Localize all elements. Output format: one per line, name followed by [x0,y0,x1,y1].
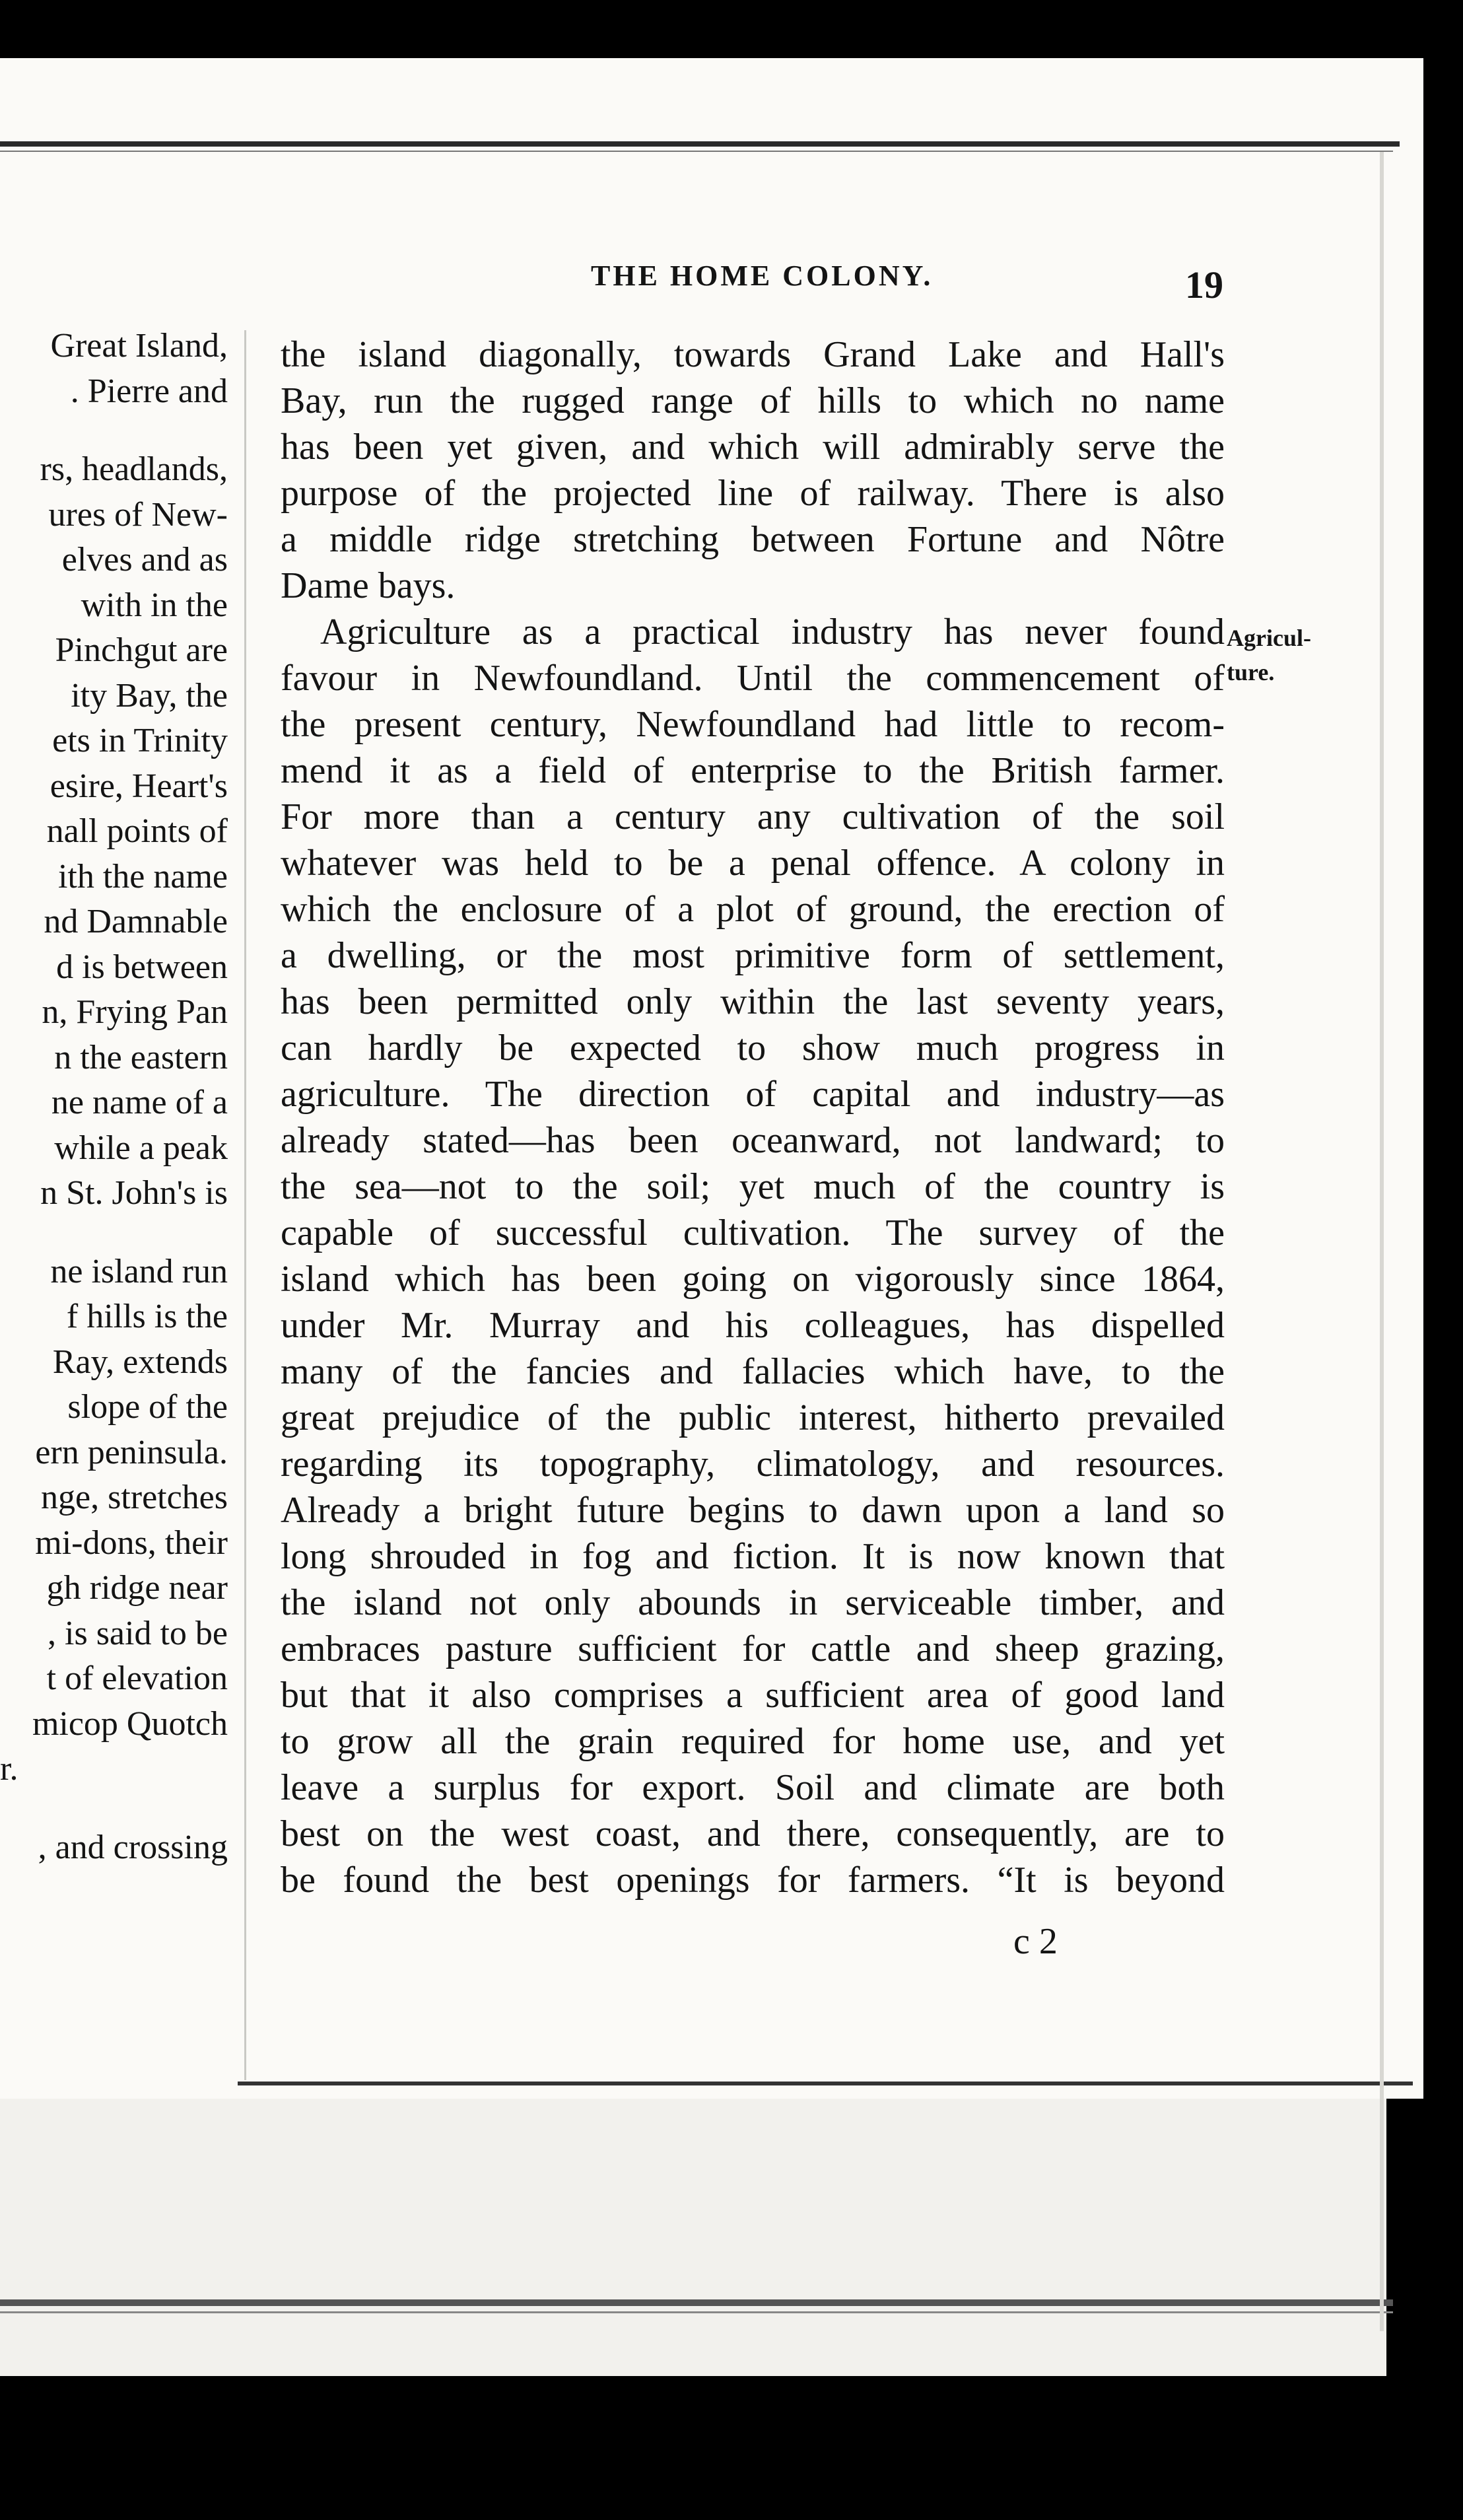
text-line: embraces pasture sufficient for cattle and sheep grazing, [281,1628,1225,1669]
bottom-border-rule [0,2299,1393,2306]
facing-page-line: ith the name [57,857,228,895]
text-line: leave a surplus for export. Soil and climate are both [281,1767,1225,1808]
text-line: already stated—has been oceanward, not landward; to [281,1120,1225,1161]
text-line: which the enclosure of a plot of ground, the erection of [281,889,1225,930]
facing-page-line: ne name of a [51,1084,228,1121]
text-line: mend it as a field of enterprise to the British farmer. [281,750,1225,791]
underlying-page-edge [0,2099,1386,2376]
text-line: but that it also comprises a sufficient area of good land [281,1675,1225,1716]
facing-page-line: n, Frying Pan [42,993,228,1031]
text-line: under Mr. Murray and his colleagues, has dispelled [281,1305,1225,1346]
facing-page-line: ne island run [50,1252,228,1290]
facing-page-line: ures of New- [48,495,228,534]
top-border-hairline [0,151,1393,152]
text-line: the present century, Newfoundland had little to recom- [281,704,1225,745]
facing-page-line: slope of the [67,1388,228,1426]
text-line: purpose of the projected line of railway. There is also [281,473,1225,514]
text-line: regarding its topography, climatology, and resources. [281,1444,1225,1485]
facing-page-line: ets in Trinity [52,722,228,759]
text-line: can hardly be expected to show much progress in [281,1028,1225,1068]
facing-page-line: r. [0,1750,18,1788]
facing-page-line: nge, stretches [40,1479,228,1516]
facing-page-line: micop Quotch [32,1704,228,1743]
text-line: Bay, run the rugged range of hills to which no name [281,380,1225,421]
facing-page-line: ern peninsula. [35,1433,228,1471]
page-gutter [244,330,246,2080]
facing-page-line: nall points of [46,812,228,850]
bottom-border-hairline [0,2311,1393,2313]
text-line: many of the fancies and fallacies which have, to the [281,1351,1225,1392]
text-line: be found the best openings for farmers. “It is beyond [281,1860,1225,1901]
facing-page-line: rs, headlands, [40,450,228,488]
running-head: THE HOME COLONY. [591,260,934,292]
facing-page-line: nd Damnable [44,903,228,940]
facing-page-line: ity Bay, the [71,676,228,715]
text-line: to grow all the grain required for home use, and yet [281,1721,1225,1762]
text-line: For more than a century any cultivation of the soil [281,796,1225,837]
facing-page-line: . Pierre and [70,372,228,410]
main-text-column [281,332,1225,1903]
facing-page-line: elves and as [61,541,228,578]
facing-page-line: Ray, extends [52,1343,228,1381]
facing-page-line: Great Island, [50,327,228,365]
text-line: Already a bright future begins to dawn upon a land so [281,1490,1225,1531]
text-line: the island not only abounds in serviceable timber, and [281,1582,1225,1623]
page-number: 19 [1185,263,1223,306]
facing-page-line: d is between [56,948,228,986]
facing-page-line: f hills is the [66,1298,228,1335]
facing-page-line: with in the [81,586,228,624]
text-line: capable of successful cultivation. The survey of the [281,1212,1225,1253]
text-line: agriculture. The direction of capital and industry—as [281,1074,1225,1115]
facing-page-line: , and crossing [38,1828,228,1866]
text-line: a middle ridge stretching between Fortune and Nôtre [281,519,1225,560]
text-line: has been yet given, and which will admirably serve the [281,427,1225,468]
facing-page-line: Pinchgut are [55,631,228,669]
facing-page-line: t of elevation [46,1660,228,1697]
text-line: the island diagonally, towards Grand Lake and Hall's [281,334,1225,375]
text-line: the sea—not to the soil; yet much of the country is [281,1166,1225,1207]
text-line: a dwelling, or the most primitive form of settlement, [281,935,1225,976]
facing-page-line: , is said to be [48,1614,228,1652]
facing-page-line: esire, Heart's [50,767,228,805]
page-bottom-edge [238,2082,1413,2085]
text-line: has been permitted only within the last seventy years, [281,981,1225,1022]
facing-page-line: n the eastern [54,1038,228,1076]
facing-page-column [0,324,228,1870]
marginal-note-line: ture. [1227,659,1275,685]
facing-page-line: gh ridge near [46,1569,228,1607]
marginal-note-line: Agricul- [1227,625,1311,651]
marginal-note [1227,621,1311,689]
text-line: long shrouded in fog and fiction. It is now known that [281,1536,1225,1577]
text-line: whatever was held to be a penal offence. A colony in [281,843,1225,884]
top-border-rule [0,141,1400,147]
signature-mark: c 2 [1013,1921,1058,1962]
text-line: great prejudice of the public interest, hitherto prevailed [281,1397,1225,1438]
text-line: Agriculture as a practical industry has never found [320,612,1225,652]
facing-page-line: mi-dons, their [35,1523,228,1562]
text-line: favour in Newfoundland. Until the commencement of [281,658,1225,699]
text-line: best on the west coast, and there, consequently, are to [281,1813,1225,1854]
text-line: island which has been going on vigorously since 1864, [281,1259,1225,1300]
facing-page-line: while a peak [54,1129,228,1167]
facing-page-line: n St. John's is [40,1174,228,1212]
text-line: Dame bays. [281,565,456,606]
page-right-edge [1380,152,1384,2331]
